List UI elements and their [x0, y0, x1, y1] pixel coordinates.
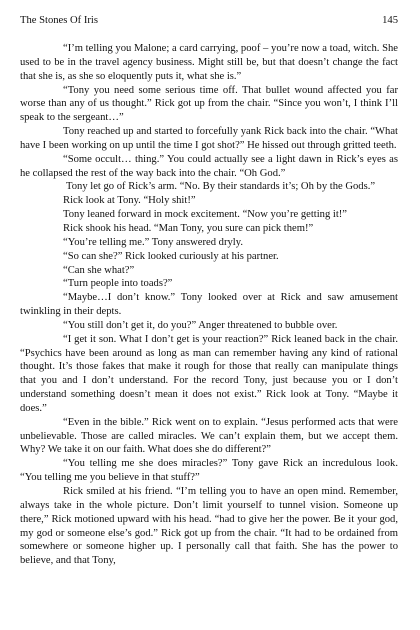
paragraph: “Some occult… thing.” You could actually see a light dawn in Rick’s eyes as he collapsed the rest of the way back into the chair. “Oh God.” [20, 153, 398, 179]
paragraph: “You still don’t get it, do you?” Anger threatened to bubble over. [63, 319, 338, 331]
paragraph: “Maybe…I don’t know.” Tony looked over at Rick and saw amusement twinkling in their depts. [20, 292, 398, 318]
paragraph: “Even in the bible.” Rick went on to explain. “Jesus performed acts that were unbelievable. Those are called miracles. We can’t explain them, but we accept them. Why? We take it on our faith. What does she do different?” [20, 416, 398, 456]
paragraph: Rick look at Tony. “Holy shit!” [63, 195, 196, 207]
paragraph: Rick smiled at his friend. “I’m telling you to have an open mind. Remember, always take in the whole picture. Don’t limit yourself to tunnel vision. Someone up there,” Rick motioned upward with his head. “had to give her the power. Be it your god, my god or someone else’s god.” Rick got up from the chair. “It had to be ordained from somewhere or someone higher up. I personally call that faith. She has the power to believe, and that Tony, [20, 486, 398, 567]
running-header [20, 14, 398, 27]
paragraph: “Tony you need some serious time off. That bullet wound affected you far worse than any of us thought.” Rick got up from the chair. “Since you won’t, I think I’ll speak to the sergeant…” [20, 84, 398, 124]
page-body [20, 42, 398, 568]
book-title: The Stones Of Iris [20, 15, 98, 26]
paragraph: “I’m telling you Malone; a card carrying, poof – you’re now a toad, witch. She used to be in the travel agency business. Might still be, but that doesn’t change the fact that she is, as she so eloquently puts it, what she is.” [20, 43, 398, 82]
paragraph: “So can she?” Rick looked curiously at his partner. [63, 250, 279, 262]
paragraph: “You’re telling me.” Tony answered dryly. [63, 236, 243, 248]
paragraph: “I get it son. What I don’t get is your reaction?” Rick leaned back in the chair. “Psychics have been around as long as man can remember having any kind of rational thought. It’s those fakes that make it rough for those that really can manipulate things that you and I don’t understand. For the record Tony, just because you or I don’t understand something doesn’t mean it does not exist.” Rick look at Tony. “Maybe it does.” [20, 333, 398, 414]
paragraph: “Can she what?” [63, 264, 135, 276]
paragraph: Rick shook his head. “Man Tony, you sure can pick them!” [63, 222, 314, 234]
paragraph: Tony leaned forward in mock excitement. “Now you’re getting it!” [63, 209, 348, 221]
paragraph: Tony reached up and started to forcefully yank Rick back into the chair. “What have I been working on up until the time I got shot?” He hissed out through gritted teeth. [20, 126, 398, 151]
paragraph: “Turn people into toads?” [63, 278, 173, 290]
paragraph: Tony let go of Rick’s arm. “No. By their standards it’s; Oh by the Gods.” [66, 181, 376, 193]
page-number: 145 [382, 15, 398, 26]
paragraph: “You telling me she does miracles?” Tony gave Rick an incredulous look. “You telling me you believe in that stuff?” [20, 458, 398, 484]
